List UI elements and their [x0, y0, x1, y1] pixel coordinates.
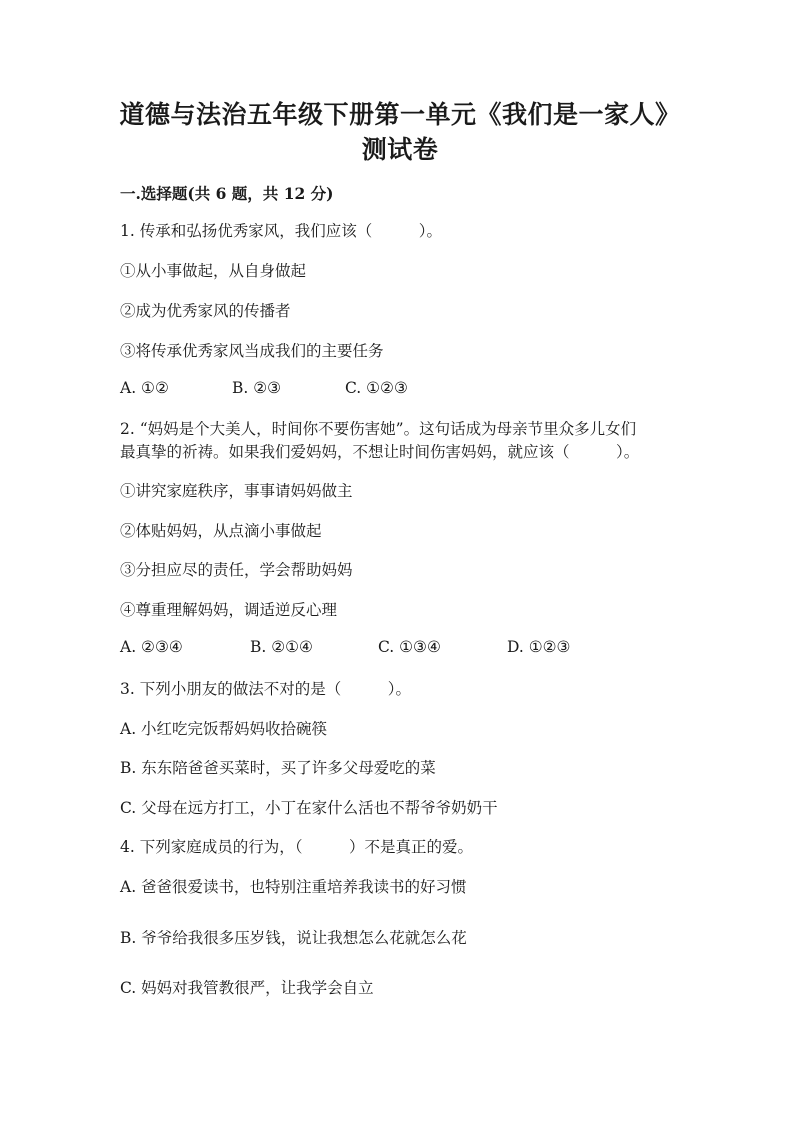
question-2-stem-line-2: 最真挚的祈祷。如果我们爱妈妈，不想让时间伤害妈妈，就应该（ ）。 [120, 443, 640, 461]
question-4-option-b: B. 爷爷给我很多压岁钱，说让我想怎么花就怎么花 [120, 929, 467, 947]
title-line-1: 道德与法治五年级下册第一单元《我们是一家人》 [119, 100, 681, 129]
question-2-statement-1: ①讲究家庭秩序，事事请妈妈做主 [120, 482, 353, 500]
question-1-statement-2: ②成为优秀家风的传播者 [120, 302, 291, 320]
question-1-statement-1: ①从小事做起，从自身做起 [120, 262, 307, 280]
section-heading: 一.选择题(共 6 题，共 12 分) [120, 184, 334, 203]
question-2-option-d: D. ①②③ [507, 638, 571, 656]
question-3-stem: 3. 下列小朋友的做法不对的是（ ）。 [120, 680, 411, 698]
question-2-option-c: C. ①③④ [378, 638, 441, 656]
title-line-2: 测试卷 [361, 135, 439, 164]
question-2-statement-3: ③分担应尽的责任，学会帮助妈妈 [120, 561, 353, 579]
question-3-option-a: A. 小红吃完饭帮妈妈收拾碗筷 [120, 720, 328, 738]
question-2-option-b: B. ②①④ [250, 638, 313, 656]
question-1-option-b: B. ②③ [232, 379, 282, 397]
question-1-option-a: A. ①② [120, 379, 169, 397]
question-2-statement-4: ④尊重理解妈妈，调适逆反心理 [120, 601, 338, 619]
question-3-option-c: C. 父母在远方打工，小丁在家什么活也不帮爷爷奶奶干 [120, 799, 498, 817]
question-1-option-c: C. ①②③ [345, 379, 408, 397]
question-4-option-c: C. 妈妈对我管教很严，让我学会自立 [120, 979, 374, 997]
question-2-option-a: A. ②③④ [120, 638, 183, 656]
question-3-option-b: B. 东东陪爸爸买菜时，买了许多父母爱吃的菜 [120, 759, 436, 777]
question-4-option-a: A. 爸爸很爱读书，也特别注重培养我读书的好习惯 [120, 878, 467, 896]
question-2-statement-2: ②体贴妈妈，从点滴小事做起 [120, 522, 322, 540]
question-1-stem: 1. 传承和弘扬优秀家风，我们应该（ ）。 [120, 222, 442, 240]
question-2-stem-line-1: 2. “妈妈是个大美人，时间你不要伤害她”。这句话成为母亲节里众多儿女们 [120, 420, 637, 438]
question-1-statement-3: ③将传承优秀家风当成我们的主要任务 [120, 342, 384, 360]
question-4-stem: 4. 下列家庭成员的行为，（ ）不是真正的爱。 [120, 838, 473, 856]
